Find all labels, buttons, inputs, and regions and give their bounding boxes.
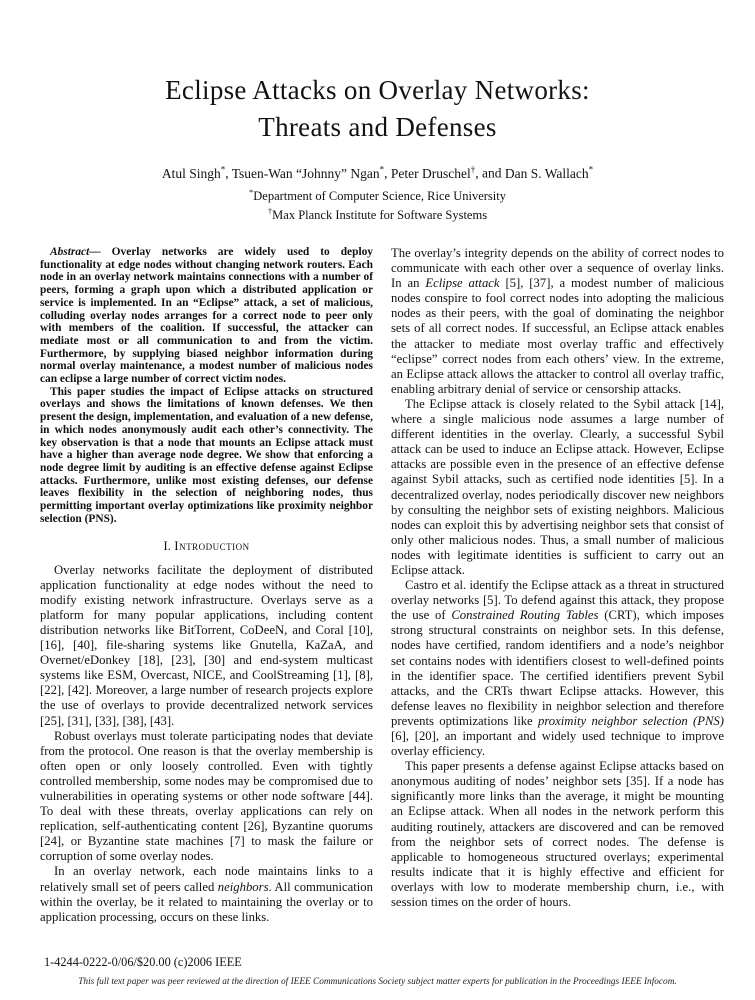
intro-paragraph-2: Robust overlays must tolerate participating nodes that deviate from the protocol. One reason is that the overlay membership is often open or only loosely controlled. Even with tightly controlled membership, some nodes may be compromised due to vulnerabilities in operating systems or other node software [44]. To deal with these threats, overlay applications can rely on replication, self-authenticating content [26], Byzantine quorums [24], or Byzantine state machines [7] to mask the failure or corruption of some overlay nodes. [40, 728, 373, 864]
affiliation: †Max Planck Institute for Software Systems [267, 206, 488, 223]
section-heading: I. Introduction [163, 538, 250, 554]
abstract-paragraph-1: Abstract— Overlay networks are widely used to deploy functionality at edge nodes without changing network routers. Each node in an overlay network maintains connections with a number of peers, forming a graph upon which a distributed application or service is implemented. In an “Eclipse” attack, a set of malicious, colluding overlay nodes arranges for a correct node to peer only with members of the coalition. If successful, the attacker can mediate most or all communication to and from the victim. Furthermore, by supplying biased neighbor information during normal overlay maintenance, a modest number of malicious nodes can eclipse a large number of correct victim nodes. [40, 246, 373, 386]
author-name: Atul Singh* [161, 164, 226, 181]
copyright-notice: 1-4244-0222-0/06/$20.00 (c)2006 IEEE [44, 955, 242, 969]
abstract-paragraph-2: This paper studies the impact of Eclipse attacks on structured overlays and shows the limitations of known defenses. We then present the design, implementation, and evaluation of a new defense, in which nodes anonymously audit each other’s connectivity. The key observation is that a node that mounts an Eclipse attack must have a higher than average node degree. We show that enforcing a node degree limit by auditing is an effective defense against Eclipse attacks. Furthermore, unlike most existing defenses, our defense leaves flexibility in the selection of neighboring nodes, thus permitting important overlay optimizations like proximity neighbor selection (PNS). [40, 385, 373, 525]
intro-paragraph-1: Overlay networks facilitate the deployment of distributed application functionality at edge nodes without the need to modify existing network infrastructure. Overlays serve as a platform for many popular applications, including content distribution networks like BitTorrent, CoDeeN, and Coral [10], [16], [40], file-sharing systems like Gnutella, KaZaA, and Overnet/eDonkey [18], [23], [30] and end-system multicast systems like ESM, Overcast, NICE, and CoolStreaming [1], [8], [22], [42]. Moreover, a large number of research projects explore the use of overlays to provide decentralized network services [25], [31], [33], [38], [43]. [40, 562, 373, 728]
intro-paragraph-4: The overlay’s integrity depends on the ability of correct nodes to communicate with each other over a sequence of overlay links. In an Eclipse attack [5], [37], a modest number of malicious nodes conspire to fool correct nodes into adopting the malicious nodes as their peers, with the goal of dominating the neighbor sets of all correct nodes. If successful, an Eclipse attack enables the attacker to mediate most overlay traffic and effectively “eclipse” correct nodes from each others’ view. In the extreme, an Eclipse attack allows the attacker to control all overlay traffic, enabling arbitrary denial of service or censorship attacks. [391, 246, 724, 396]
intro-paragraph-3: In an overlay network, each node maintains links to a relatively small set of peers called neighbors. All communication within the overlay, be it related to maintaining the overlay or to application processing, occurs on these links. [40, 864, 373, 924]
affiliation-block [0, 185, 755, 224]
title-block [0, 72, 755, 224]
left-column [40, 246, 373, 925]
right-column [391, 246, 724, 925]
affiliation: *Department of Computer Science, Rice University [249, 186, 506, 203]
peer-review-note: This full text paper was peer reviewed at the direction of IEEE Communications Society subject matter experts for publication in the Proceedings IEEE Infocom. [78, 977, 677, 987]
paper-title [0, 72, 755, 146]
author-name: Dan S. Wallach* [504, 164, 594, 181]
author-name: Peter Druschel† [390, 164, 476, 181]
paper-title-line-2: Threats and Defenses [258, 112, 497, 142]
intro-paragraph-7: This paper presents a defense against Eclipse attacks based on anonymous auditing of nodes’ neighbor sets [35]. If a node has significantly more links than the average, it might be mounting an Eclipse attack. When all nodes in the network perform this auditing routinely, attackers are discovered and can be removed from the neighbor sets of correct nodes. The defense is applicable to homogeneous structured overlays; experimental results indicate that it is highly effective and efficient for overlays with low to moderate membership churn, i.e., with session times on the order of hours. [391, 759, 724, 910]
paper-title-line-1: Eclipse Attacks on Overlay Networks: [165, 75, 590, 105]
intro-paragraph-5: The Eclipse attack is closely related to the Sybil attack [14], where a single malicious node assumes a large number of different identities in the overlay. Clearly, a successful Sybil attack can be used to induce an Eclipse attack. However, Eclipse attacks are possible even in the presence of an effective defense against Sybil attacks, such as certified node identities [5]. In a decentralized overlay, nodes periodically discover new neighbors by consulting the neighbor sets of existing neighbors. Malicious nodes can exploit this by advertising neighbor sets that consist of only other malicious nodes. Thus, a small number of malicious nodes with legitimate identities is sufficient to carry out an Eclipse attack. [391, 396, 724, 577]
intro-paragraph-6: Castro et al. identify the Eclipse attack as a threat in structured overlay networks [5]. To defend against this attack, they propose the use of Constrained Routing Tables (CRT), which imposes strong structural constraints on neighbor sets. In this defense, nodes have certified, random identifiers and a node’s neighbor set contains nodes with identifiers closest to well-defined points in the identifier space. The certified identifiers prevent Sybil attacks, and the CRTs thwart Eclipse attacks. However, this defense leaves no flexibility in neighbor selection and therefore prevents optimizations like proximity neighbor selection (PNS) [6], [20], an important and widely used technique to improve overlay efficiency. [391, 578, 724, 759]
author-name: Tsuen-Wan “Johnny” Ngan* [231, 164, 385, 181]
author-line: Atul Singh*, Tsuen-Wan “Johnny” Ngan*, Peter Druschel†, and Dan S. Wallach* [161, 164, 594, 181]
two-column-body [40, 246, 724, 925]
